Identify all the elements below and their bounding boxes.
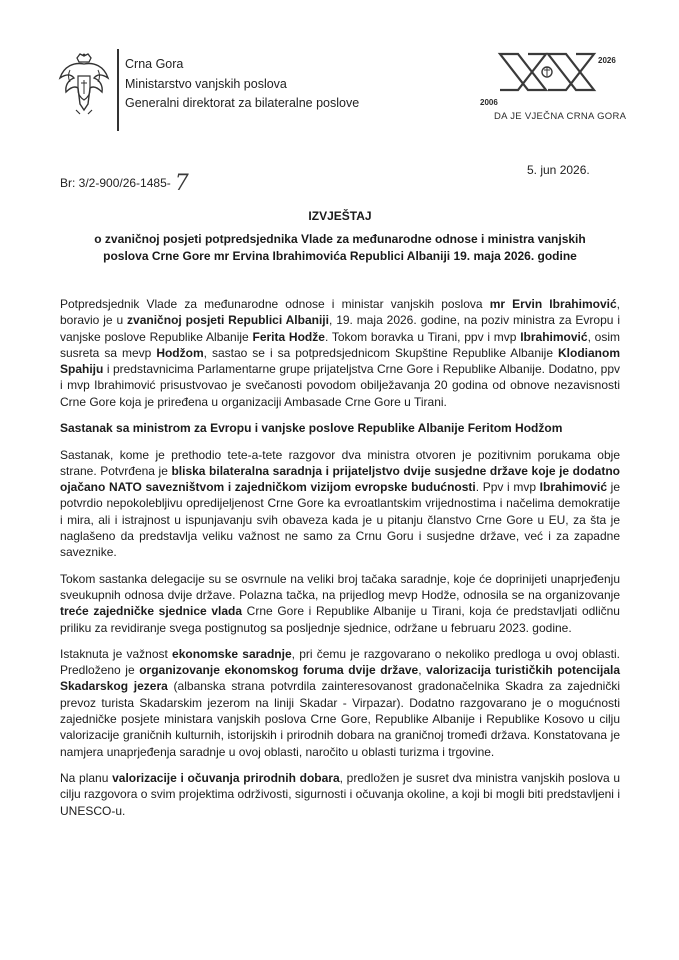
text-run: , sastao se i sa potpredsjednicom Skupštine Republike Albanije — [203, 345, 558, 360]
text-run: , pri čemu je razgovarano o nekoliko predloga u ovoj oblasti. Predloženo je — [60, 646, 620, 678]
bold-run: Ibrahimović — [520, 329, 588, 344]
text-run: Crne Gore i Republike Albanije u Tirani, koja će predstavljati odličnu priliku za revidiranje svega postignutog sa posljednje sjednice, održane u februaru 2023. godine. — [60, 604, 620, 635]
text-run: Na planu — [60, 770, 113, 785]
text-run: , predložen je susret dva ministra vanjskih poslova u cilju razgovora o svim projektima održivosti, sigurnosti i očuvanja okoline, a koji bi mogli biti predstavljeni i UNESCO-u. — [60, 770, 620, 818]
document-subtitle: o zvaničnoj posjeti potpredsjednika Vlade za međunarodne odnose i ministra vanjskih poslova Crne Gore mr Ervina Ibrahimovića Republici Albaniji 19. maja 2026. godine — [94, 232, 586, 263]
reference-number — [60, 168, 189, 196]
document-title: IZVJEŠTAJ — [308, 209, 372, 223]
text-run: (albanska strana potvrdila zainteresovanost gradonačelnika Skadra za zajednički prevoz turista Skadarskim jezerom na liniji Skadar - Virpazar). Dodatno razgovarano je o mogućnosti zajedničke posjete ministara vanjskih poslova Crne Gore, Republike Albanije i Republike Kosovo u cilju valorizacije graničnih kulturnih, istorijskih i prirodnih dobara na graničnoj tromeđi država. Konstatovana je namjera unaprjeđenja saradnje u ovoj oblasti, naročito u oblasti turizma i trgovine. — [60, 679, 620, 759]
reference-number-text: Br: 3/2-900/26-1485- — [60, 176, 171, 190]
bold-run: Ibrahimović — [539, 480, 608, 495]
org-line-country: Crna Gora — [125, 57, 184, 71]
text-run: . Ppv i mvp — [475, 480, 540, 495]
anniversary-motto: DA JE VJEČNA CRNA GORA — [494, 111, 627, 122]
paragraph-economy — [60, 646, 620, 760]
bold-run: zvaničnoj posjeti Republici Albaniji — [127, 313, 329, 328]
bold-run: mr Ervin Ibrahimović — [489, 297, 617, 311]
text-run: Tokom sastanka delegacije su se osvrnule na veliki broj tačaka saradnje, koje će doprinijeti unaprjeđenju sveukupnih odnosa dvije države. Polazna tačka, na prijedlog mevp Hodže, odnosila se na organizovanje — [60, 571, 620, 602]
text-run: Istaknuta je važnost — [60, 646, 173, 661]
text-run: , osim susreta sa mevp — [60, 329, 620, 360]
handwritten-number: 7 — [174, 171, 189, 196]
anniversary-logo — [478, 50, 627, 130]
text-run: Sastanak, kome je prethodio tete-a-tete razgovor dva ministra otvoren je pozitivnim porukama obje strane. Potvrđena je — [60, 447, 620, 478]
text-run: , boravio je u — [60, 297, 620, 328]
text-run: je potvrdio nepokolebljivu opredijeljenost Crne Gore ka evroatlantskim vrijednostima i načelima demokratije i mira, ali i istrajnost u ispunjavanju svih obaveza kada je u pitanju članstvo Crne Gore u EU, za šta je naglašeno da predstavlja veliku važnost ne samo za Crnu Goru i susjedne države, već i za zapadne saveznike. — [60, 480, 620, 560]
text-run: i predstavnicima Parlamentarne grupe prijateljstva Crne Gore i Republike Albanije. Dodatno, ppv i mvp Ibrahimović prisustvovao je svečanosti povodom obilježavanja 20 godina od obnove nezavisnosti Crne Gore koja je priređena u organizaciji Ambasade Crne Gore u Tirani. — [60, 362, 620, 409]
bold-run: valorizacija turističkih potencijala Skadarskog jezera — [60, 663, 621, 694]
text-run: , — [418, 663, 427, 678]
header-divider — [117, 49, 119, 131]
org-line-directorate: Generalni direktorat za bilateralne poslove — [125, 96, 360, 110]
paragraph-meeting — [60, 447, 620, 561]
bold-run: Hodžom — [156, 345, 204, 360]
document-body — [60, 296, 620, 829]
bold-run: bliska bilateralna saradnja i prijateljstvo dvije susjedne države koje je dodatno ojačano NATO savezništvom i zajedničkom vizijom evropske budućnosti — [60, 463, 621, 495]
bold-run: Ferita Hodže — [252, 329, 325, 344]
bold-run: valorizacije i očuvanja prirodnih dobara — [112, 770, 340, 785]
xx-anniversary-emblem-icon — [478, 50, 618, 110]
anniversary-year-start: 2006 — [480, 98, 498, 107]
paragraph-intro — [60, 296, 620, 410]
bold-run: treće zajedničke sjednice vlada — [60, 604, 243, 619]
bold-run: Klodianom Spahiju — [60, 345, 620, 377]
section-heading: Sastanak sa ministrom za Evropu i vanjske poslove Republike Albanije Feritom Hodžom — [60, 421, 563, 436]
bold-run: ekonomske saradnje — [172, 646, 292, 661]
paragraph-nature — [60, 770, 620, 819]
text-run: , 19. maja 2026. godine, na poziv ministra za Evropu i vanjske poslove Republike Albanije — [60, 313, 621, 344]
text-run: . Tokom boravka u Tirani, ppv i mvp — [324, 329, 521, 344]
organization-block — [125, 55, 359, 114]
text-run: Potpredsjednik Vlade za međunarodne odnose i ministar vanjskih poslova — [60, 297, 490, 311]
coat-of-arms-icon — [56, 52, 112, 116]
org-line-ministry: Ministarstvo vanjskih poslova — [125, 76, 287, 91]
document-date: 5. jun 2026. — [527, 163, 590, 177]
bold-run: organizovanje ekonomskog foruma dvije države — [139, 663, 419, 678]
anniversary-year-end: 2026 — [598, 56, 616, 65]
paragraph-cooperation — [60, 571, 620, 636]
